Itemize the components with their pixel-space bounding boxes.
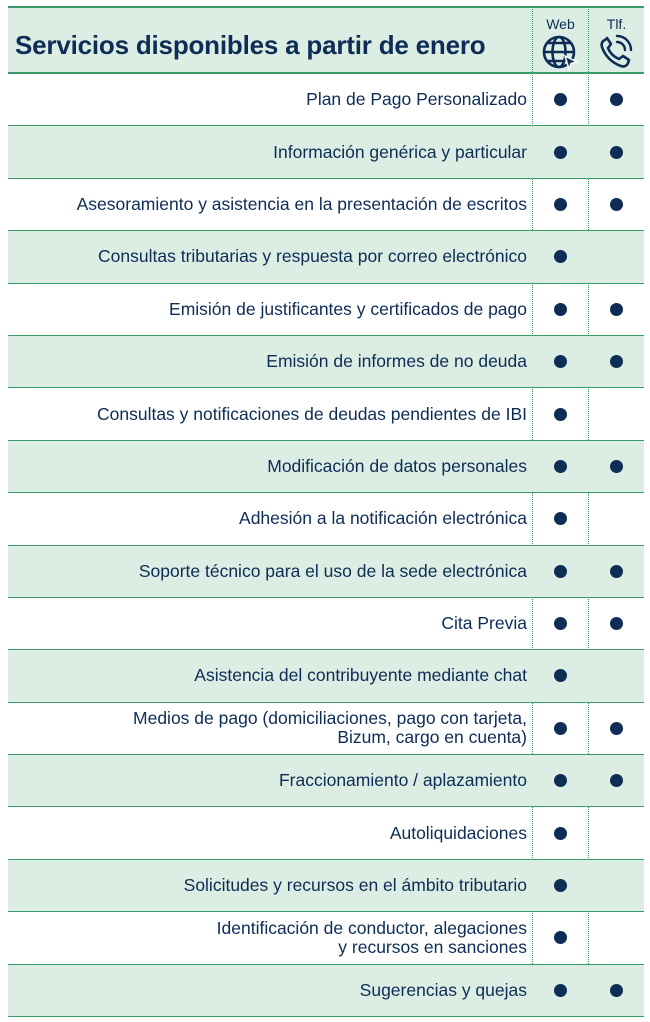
web-column-label: Web bbox=[546, 16, 575, 32]
service-label: Soporte técnico para el uso de la sede electrónica bbox=[138, 560, 527, 581]
web-availability-dot bbox=[554, 617, 567, 630]
table-row bbox=[8, 284, 644, 336]
table-row bbox=[8, 493, 644, 545]
table-row bbox=[8, 441, 644, 493]
service-label: Sugerencias y quejas bbox=[359, 979, 527, 1000]
service-label: Medios de pago (domiciliaciones, pago con tarjeta, Bizum, cargo en cuenta) bbox=[133, 708, 527, 748]
table-row bbox=[8, 126, 644, 178]
service-label: Identificación de conductor, alegaciones y recursos en sanciones bbox=[216, 917, 527, 957]
tel-column-header bbox=[589, 8, 644, 72]
service-label: Plan de Pago Personalizado bbox=[306, 89, 527, 110]
tel-column-label: Tlf. bbox=[606, 16, 627, 32]
web-availability-dot bbox=[554, 827, 567, 840]
web-availability-dot bbox=[554, 408, 567, 421]
tel-availability-dot bbox=[610, 565, 623, 578]
tel-availability-dot bbox=[610, 722, 623, 735]
service-label: Emisión de informes de no deuda bbox=[266, 351, 527, 372]
table-row bbox=[8, 965, 644, 1017]
globe-cursor-icon bbox=[541, 34, 581, 70]
service-label: Fraccionamiento / aplazamiento bbox=[278, 770, 527, 791]
phone-ringing-icon bbox=[597, 34, 637, 70]
web-availability-dot bbox=[554, 355, 567, 368]
table-row bbox=[8, 179, 644, 231]
tel-availability-dot bbox=[610, 460, 623, 473]
table-row bbox=[8, 598, 644, 650]
web-availability-dot bbox=[554, 879, 567, 892]
tel-availability-dot bbox=[610, 198, 623, 211]
table-row bbox=[8, 336, 644, 388]
service-label: Información genérica y particular bbox=[273, 141, 527, 162]
web-availability-dot bbox=[554, 93, 567, 106]
web-availability-dot bbox=[554, 512, 567, 525]
web-availability-dot bbox=[554, 984, 567, 997]
table-row bbox=[8, 650, 644, 702]
web-availability-dot bbox=[554, 669, 567, 682]
table-row bbox=[8, 388, 644, 440]
service-label: Adhesión a la notificación electrónica bbox=[239, 508, 527, 529]
service-label: Asistencia del contribuyente mediante chat bbox=[194, 665, 527, 686]
service-label: Modificación de datos personales bbox=[267, 455, 527, 476]
table-row bbox=[8, 74, 644, 126]
tel-availability-dot bbox=[610, 146, 623, 159]
service-label: Autoliquidaciones bbox=[389, 822, 527, 843]
web-availability-dot bbox=[554, 774, 567, 787]
web-availability-dot bbox=[554, 303, 567, 316]
service-label: Emisión de justificantes y certificados de pago bbox=[169, 298, 527, 319]
web-availability-dot bbox=[554, 931, 567, 944]
web-availability-dot bbox=[554, 250, 567, 263]
tel-availability-dot bbox=[610, 774, 623, 787]
web-availability-dot bbox=[554, 198, 567, 211]
service-label: Consultas tributarias y respuesta por correo electrónico bbox=[98, 246, 527, 267]
web-availability-dot bbox=[554, 460, 567, 473]
table-row bbox=[8, 912, 644, 964]
table-row bbox=[8, 860, 644, 912]
table-header bbox=[8, 6, 644, 74]
table-row bbox=[8, 755, 644, 807]
tel-availability-dot bbox=[610, 303, 623, 316]
service-label: Consultas y notificaciones de deudas pendientes de IBI bbox=[96, 403, 527, 424]
table-row bbox=[8, 703, 644, 755]
service-label: Cita Previa bbox=[441, 613, 527, 634]
web-availability-dot bbox=[554, 565, 567, 578]
tel-availability-dot bbox=[610, 984, 623, 997]
tel-availability-dot bbox=[610, 617, 623, 630]
tel-availability-dot bbox=[610, 93, 623, 106]
service-label: Asesoramiento y asistencia en la presentación de escritos bbox=[76, 193, 527, 214]
table-body bbox=[8, 74, 644, 1017]
web-availability-dot bbox=[554, 146, 567, 159]
web-column-header bbox=[533, 8, 588, 72]
table-row bbox=[8, 231, 644, 283]
table-row bbox=[8, 546, 644, 598]
page-title: Servicios disponibles a partir de enero bbox=[15, 30, 486, 60]
web-availability-dot bbox=[554, 722, 567, 735]
service-label: Solicitudes y recursos en el ámbito tributario bbox=[183, 875, 527, 896]
tel-availability-dot bbox=[610, 355, 623, 368]
table-row bbox=[8, 807, 644, 859]
